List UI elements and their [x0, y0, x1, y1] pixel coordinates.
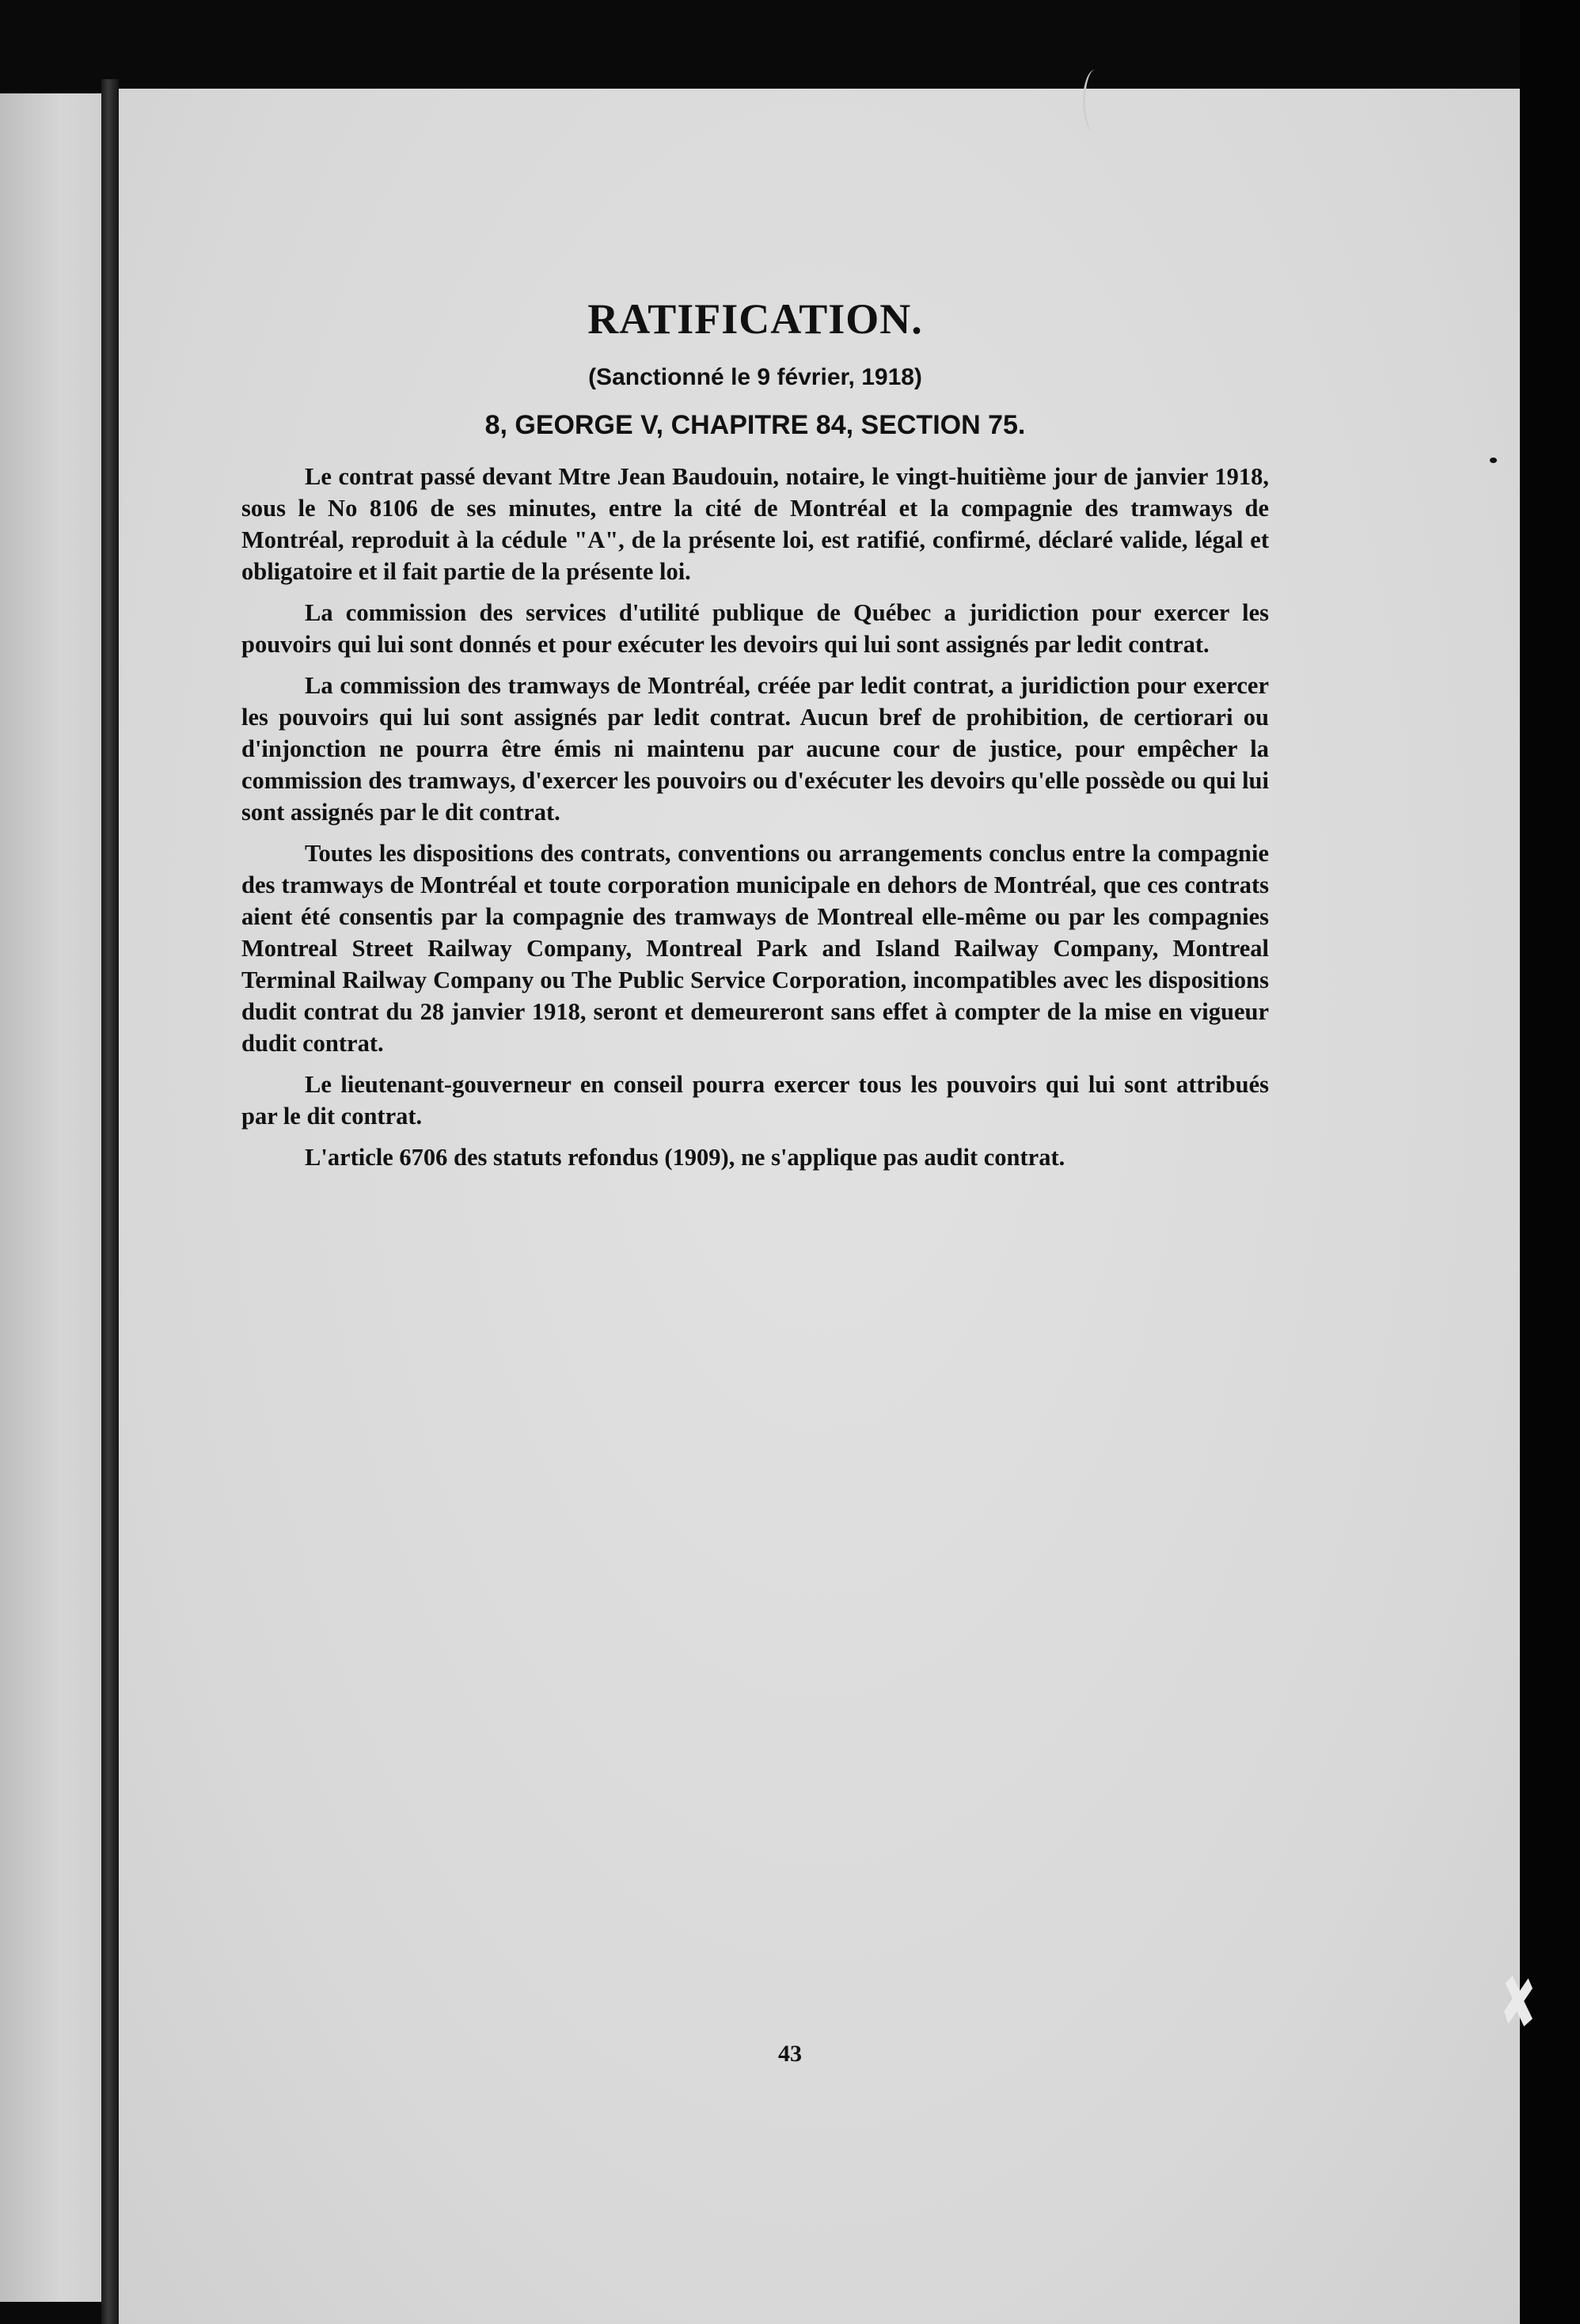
- paragraph-4: Toutes les dispositions des contrats, conventions ou arrangements conclus entre la compagnie des tramways de Montréal et toute corporation municipale en dehors de Montréal, que ces contrats aient été consentis par la compagnie des tramways de Montreal elle-même ou par les compagnies Montreal Street Railway Company, Montreal Park and Island Railway Company, Montreal Terminal Railway Company ou The Public Service Corporation, incompatibles avec les dispositions dudit contrat du 28 janvier 1918, seront et demeureront sans effet à compter de la mise en vigueur dudit contrat.: [241, 840, 1269, 1057]
- page-number: 43: [778, 2041, 802, 2067]
- paragraph-6: L'article 6706 des statuts refondus (1909), ne s'applique pas audit contrat.: [305, 1144, 1065, 1171]
- book-gutter: [101, 79, 119, 2324]
- document-title: RATIFICATION.: [587, 295, 923, 343]
- paragraph-3: La commission des tramways de Montréal, créée par ledit contrat, a juridiction pour exercer les pouvoirs qui lui sont assignés par ledit contrat. Aucun bref de prohibition, de certiorari ou d'injonction ne pourra être émis ni maintenu par aucune cour de justice, pour empêcher la commission des tramways, d'exercer les pouvoirs ou d'exécuter les devoirs qu'elle possède ou qui lui sont assignés par le dit contrat.: [241, 672, 1269, 826]
- paragraph-1: Le contrat passé devant Mtre Jean Baudouin, notaire, le vingt-huitième jour de janvier 1918, sous le No 8106 de ses minutes, entre la cité de Montréal et la compagnie des tramways de Montréal, reproduit à la cédule "A", de la présente loi, est ratifié, confirmé, déclaré valide, légal et obligatoire et il fait partie de la présente loi.: [241, 463, 1269, 585]
- document-body: [241, 293, 1269, 1183]
- sanction-date: (Sanctionné le 9 février, 1918): [588, 364, 922, 390]
- paragraph-5: Le lieutenant-gouverneur en conseil pourra exercer tous les pouvoirs qui lui sont attribués par le dit contrat.: [241, 1071, 1269, 1130]
- scan-border: [1520, 0, 1580, 2324]
- scan-artifact: [1083, 70, 1107, 133]
- ink-speck: [1490, 458, 1497, 463]
- paragraph-2: La commission des services d'utilité publique de Québec a juridiction pour exercer les pouvoirs qui lui sont donnés et pour exécuter les devoirs qui lui sont assignés par ledit contrat.: [241, 599, 1269, 658]
- chapter-heading: 8, GEORGE V, CHAPITRE 84, SECTION 75.: [484, 410, 1026, 440]
- facing-page-edge: [0, 93, 101, 2302]
